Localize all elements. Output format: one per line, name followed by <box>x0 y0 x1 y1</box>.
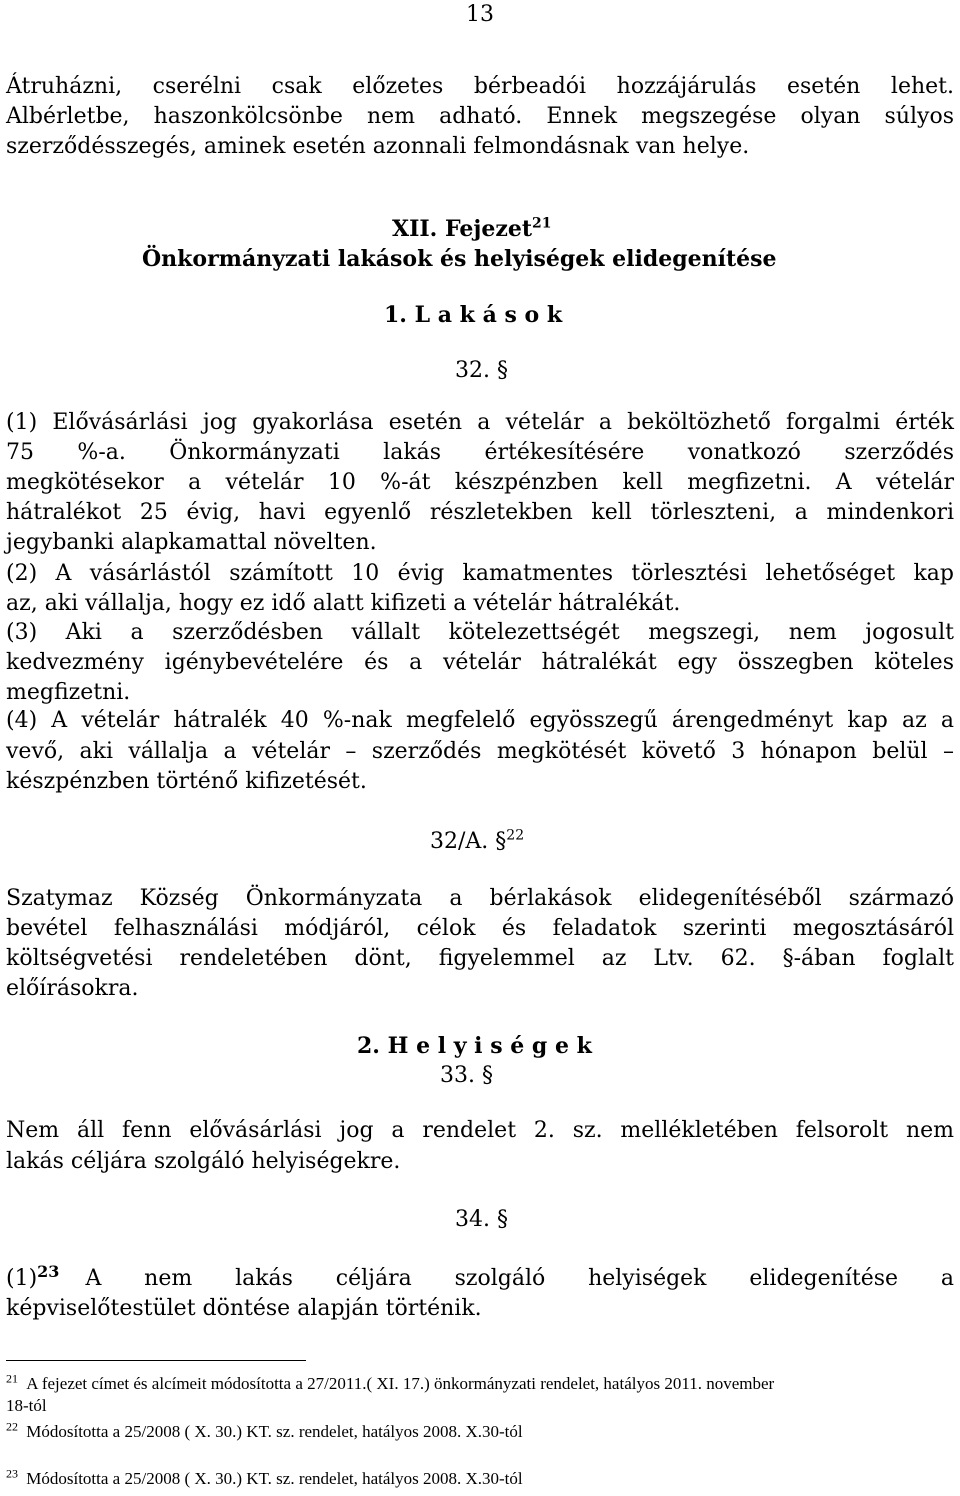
intro-line: Átruházni, cserélni csak előzetes bérbeadói hozzájárulás esetén lehet. <box>6 74 954 99</box>
footnote-ref-23[interactable]: 23 <box>37 1262 60 1281</box>
footnote-separator <box>6 1360 306 1361</box>
paragraph-line: megkötésekor a vételár 10 %-át készpénzben kell megfizetni. A vételár <box>6 470 954 495</box>
paragraph-line: kedvezmény igénybevételére és a vételár hátralékát egy összegben köteles <box>6 650 954 675</box>
footnote-number: 23 <box>6 1466 18 1481</box>
paragraph-line: előírásokra. <box>6 976 139 1001</box>
footnote-number: 22 <box>6 1419 18 1434</box>
intro-line: Albérletbe, haszonkölcsönbe nem adható. Ennek megszegése olyan súlyos <box>6 104 954 129</box>
paragraph-line: (4) A vételár hátralék 40 %-nak megfelelő egyösszegű árengedményt kap az a <box>6 708 954 733</box>
paragraph-heading-33: 33. § <box>440 1063 493 1088</box>
paragraph-line: Nem áll fenn elővásárlási jog a rendelet 2. sz. mellékletében felsorolt nem <box>6 1118 954 1143</box>
paragraph-line: A nem lakás céljára szolgáló helyiségek elidegenítése a <box>85 1266 954 1291</box>
page-number: 13 <box>466 2 494 27</box>
footnote-ref-21[interactable]: 21 <box>532 215 552 232</box>
paragraph-line: bevétel felhasználási módjáról, célok és feladatok szerinti megosztásáról <box>6 916 954 941</box>
paragraph-line: Szatymaz Község Önkormányzata a bérlakások elidegenítéséből származó <box>6 886 954 911</box>
paragraph-line: 75 %-a. Önkormányzati lakás értékesítésére vonatkozó szerződés <box>6 440 954 465</box>
footnote-ref-22[interactable]: 22 <box>506 827 525 844</box>
paragraph-heading-32: 32. § <box>455 358 508 383</box>
paragraph-line: vevő, aki vállalja a vételár – szerződés megkötését követő 3 hónapon belül – <box>6 739 954 764</box>
section-title-lakasok: 1. L a k á s o k <box>384 302 563 328</box>
footnote-text: A fejezet címet és alcímeit módosította a 27/2011.( XI. 17.) önkormányzati rendelet, hatályos 2011. november <box>26 1374 775 1393</box>
paragraph-line: (2) A vásárlástól számított 10 évig kamatmentes törlesztési lehetőséget kap <box>6 561 954 586</box>
chapter-label-text: XII. Fejezet <box>392 216 532 242</box>
intro-line: szerződésszegés, aminek esetén azonnali felmondásnak van helye. <box>6 134 750 159</box>
paragraph-line: lakás céljára szolgáló helyiségekre. <box>6 1149 401 1174</box>
paragraph-heading-32a-text: 32/A. § <box>430 829 507 854</box>
paragraph-line: (3) Aki a szerződésben vállalt kötelezettségét megszegi, nem jogosult <box>6 620 954 645</box>
footnote-21 <box>6 1373 956 1417</box>
paragraph-prefix: (1) <box>6 1266 38 1291</box>
paragraph-line: hátralékot 25 évig, havi egyenlő részletekben kell törleszteni, a mindenkori <box>6 500 954 525</box>
footnote-23 <box>6 1468 956 1490</box>
paragraph-line: készpénzben történő kifizetését. <box>6 769 367 794</box>
paragraph-heading-32a <box>430 827 524 857</box>
paragraph-line: az, aki vállalja, hogy ez idő alatt kifizeti a vételár hátralékát. <box>6 591 681 616</box>
paragraph-line: jegybanki alapkamattal növelten. <box>6 530 377 555</box>
paragraph-line: költségvetési rendeletében dönt, figyelemmel az Ltv. 62. §-ában foglalt <box>6 946 954 971</box>
chapter-title: Önkormányzati lakások és helyiségek elidegenítése <box>142 246 777 272</box>
section-title-helyisegek: 2. H e l y i s é g e k <box>357 1033 592 1059</box>
footnote-text: Módosította a 25/2008 ( X. 30.) KT. sz. rendelet, hatályos 2008. X.30-tól <box>26 1469 523 1488</box>
paragraph-line: (1) Elővásárlási jog gyakorlása esetén a vételár a beköltözhető forgalmi érték <box>6 410 954 435</box>
footnote-22 <box>6 1421 956 1443</box>
paragraph-line: képviselőtestület döntése alapján történik. <box>6 1296 482 1321</box>
footnote-number: 21 <box>6 1371 18 1386</box>
paragraph-line: megfizetni. <box>6 680 131 705</box>
paragraph-34-line1 <box>6 1264 954 1294</box>
chapter-label <box>392 214 551 244</box>
paragraph-heading-34: 34. § <box>455 1207 508 1232</box>
footnote-text-cont: 18-tól <box>6 1396 47 1415</box>
footnote-text: Módosította a 25/2008 ( X. 30.) KT. sz. rendelet, hatályos 2008. X.30-tól <box>26 1422 523 1441</box>
